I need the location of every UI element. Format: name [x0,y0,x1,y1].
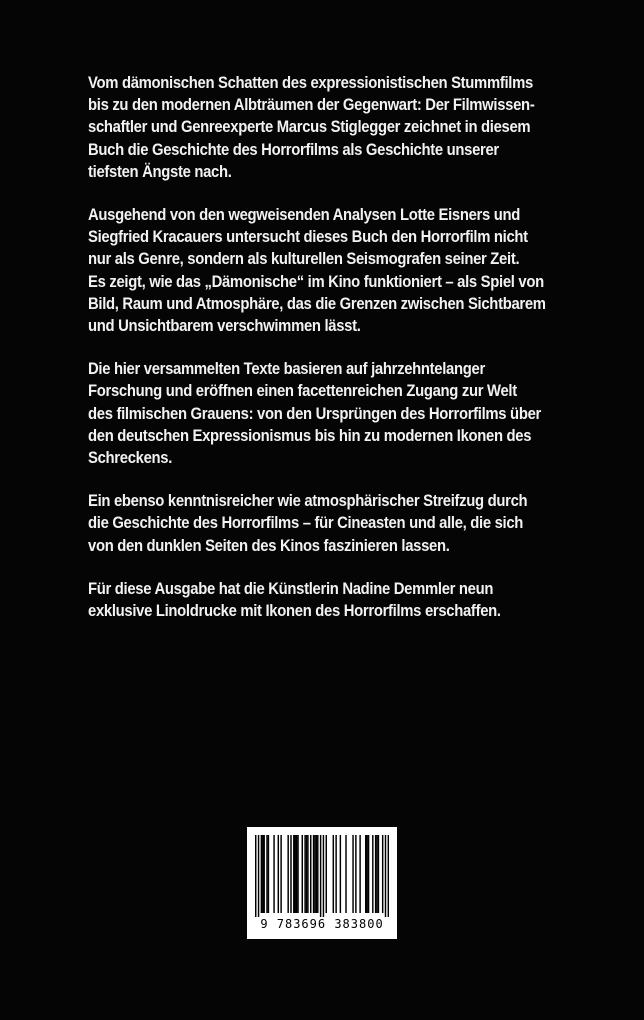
barcode-bar [310,835,311,913]
barcode-bar [302,835,303,913]
barcode-bar [306,835,307,913]
barcode-bar [290,835,291,913]
barcode-bar [320,835,321,917]
barcode-bar [375,835,376,913]
barcode-bar [280,835,281,913]
blurb-line: Ein ebenso kenntnisreicher wie atmosphärischer Streifzug durch [88,492,528,511]
barcode-bar [382,835,383,913]
barcode-bar [294,835,295,913]
barcode-bar [278,835,279,913]
barcode-bar [296,835,297,913]
barcode-bar [372,835,373,913]
blurb-paragraph-5 [88,578,520,622]
blurb-line: Forschung und eröffnen einen facettenreichen Zugang zur Welt [88,382,517,401]
barcode-bar [368,835,369,913]
blurb-line: Siegfried Kracauers untersucht dieses Buch den Horrorfilm nicht [88,228,528,247]
barcode-bar [268,835,269,913]
barcode-bar [297,835,298,913]
blurb-paragraph-3 [88,358,541,469]
blurb-line: Für diese Ausgabe hat die Künstlerin Nadine Demmler neun [88,579,494,598]
blurb-line: Vom dämonischen Schatten des expressionistischen Stummfilms [88,74,533,92]
barcode-bar [378,835,379,913]
barcode-bar [293,835,294,913]
blurb-line: exklusive Linoldrucke mit Ikonen des Horrorfilms erschaffen. [88,602,501,621]
barcode-bar [304,835,305,913]
barcode-bar [340,835,341,913]
barcode-bar [333,835,334,913]
barcode-bar [317,835,318,913]
barcode-bar [307,835,308,913]
barcode-bar [261,835,262,913]
blurb-line: des filmischen Grauens: von den Ursprüngen des Horrorfilms über [88,404,541,423]
barcode-bar [352,835,353,913]
blurb-line: und Unsichtbarem verschwimmen lässt. [88,317,361,336]
blurb-line: Schreckens. [88,449,173,468]
barcode-bar [376,835,377,913]
barcode-bar [255,835,256,917]
barcode-bar [273,835,274,913]
blurb-line: bis zu den modernen Albträumen der Gegenwart: Der Filmwissen- [88,96,535,115]
blurb-line: die Geschichte des Horrorfilms – für Cineasten und alle, die sich [88,514,524,533]
barcode-bar [316,835,317,913]
blurb-line: Es zeigt, wie das „Dämonische“ im Kino funktioniert – als Spiel von [88,272,544,291]
barcode-bar [326,835,327,913]
blurb-line: nur als Genre, sondern als kulturellen Seismografen seiner Zeit. [88,250,520,269]
barcode-bar [359,835,360,913]
barcode-bar [314,835,315,913]
blurb-paragraph-2 [88,204,546,337]
blurb-text [88,72,546,643]
barcode-bar [323,835,324,917]
barcode-bar [258,835,259,917]
barcode-bar [335,835,336,913]
isbn-number: 9 783696 383800 [260,917,384,931]
barcode-bar [263,835,264,913]
blurb-line: Ausgehend von den wegweisenden Analysen Lotte Eisners und [88,206,521,225]
isbn-barcode [247,827,397,939]
blurb-paragraph-1 [88,72,535,183]
barcode-bars [255,835,389,917]
barcode-bar [365,835,366,913]
barcode-bar [355,835,356,913]
blurb-line: tiefsten Ängste nach. [88,162,232,181]
barcode-bar [345,835,346,913]
blurb-line: Buch die Geschichte des Horrorfilms als Geschichte unserer [88,140,499,159]
barcode-bar [313,835,314,913]
blurb-line: schaftler und Genreexperte Marcus Stiglegger zeichnet in diesem [88,118,531,137]
barcode-bar [262,835,263,913]
blurb-line: von den dunklen Seiten des Kinos faszinieren lassen. [88,536,450,555]
blurb-line: Die hier versammelten Texte basieren auf jahrzehntelanger [88,360,485,379]
blurb-line: Bild, Raum und Atmosphäre, das die Grenzen zwischen Sichtbarem [88,294,546,313]
barcode-bar [287,835,288,913]
barcode-bar [388,835,389,917]
blurb-line: den deutschen Expressionismus bis hin zu modernen Ikonen des [88,426,532,445]
barcode-bar [366,835,367,913]
blurb-paragraph-4 [88,490,528,557]
barcode-bar [266,835,267,913]
barcode-bar [385,835,386,917]
